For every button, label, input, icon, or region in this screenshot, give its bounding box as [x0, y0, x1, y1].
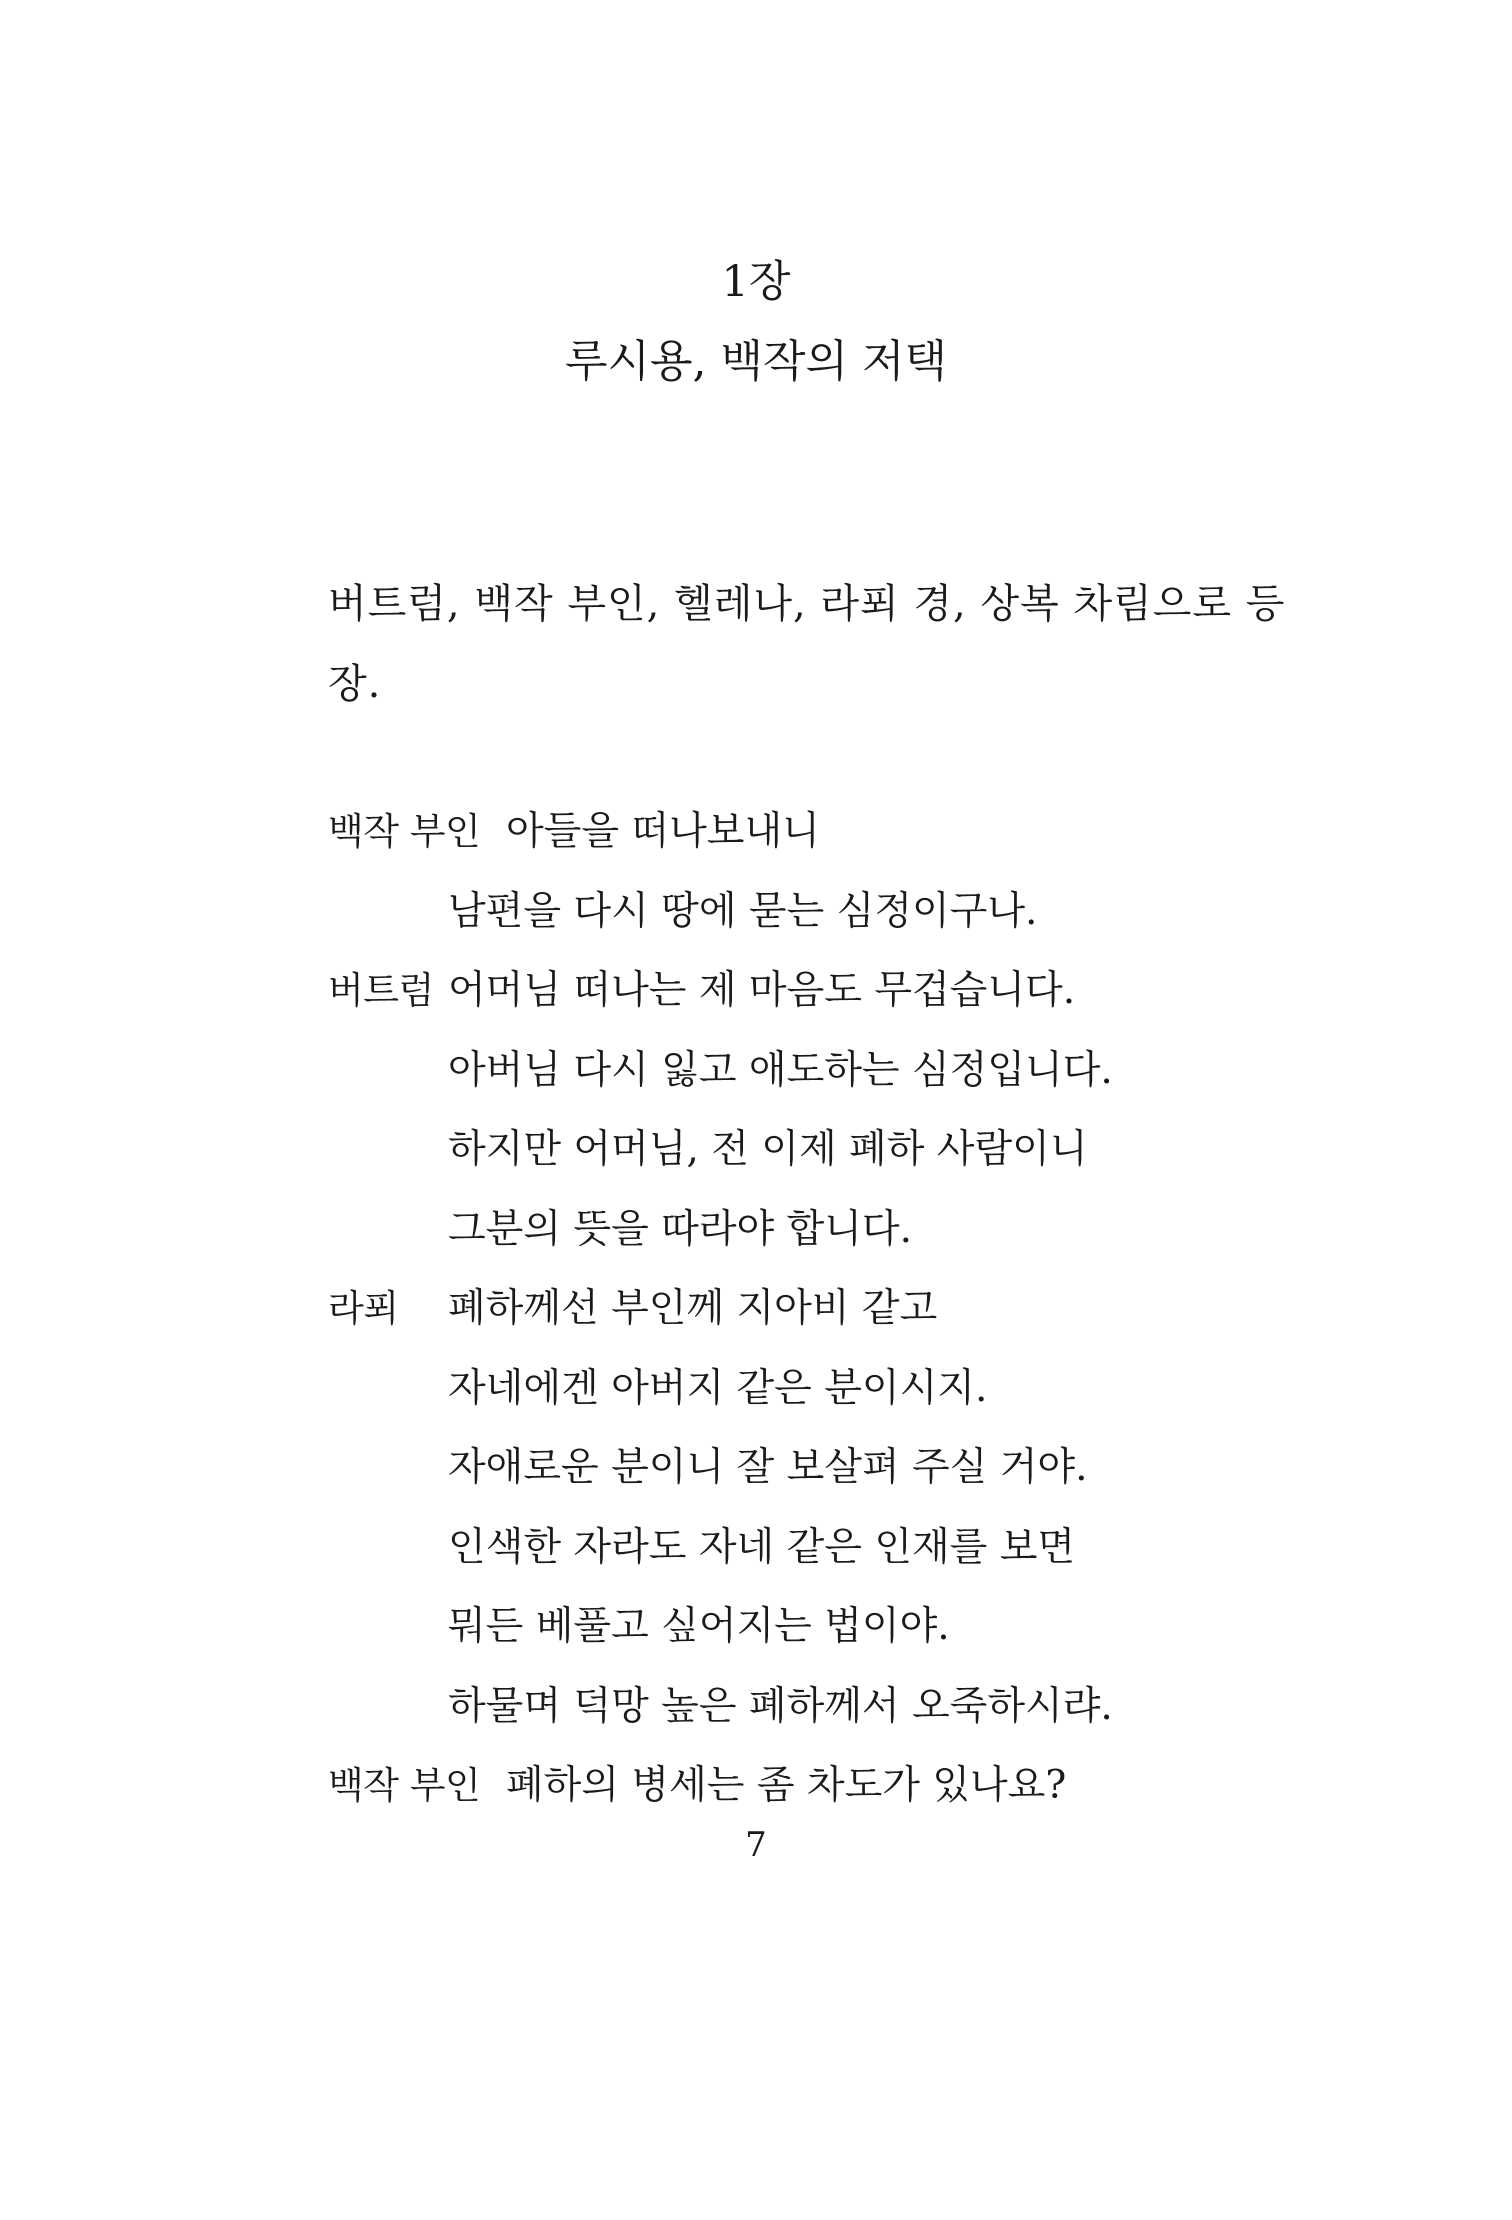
- speech-text: 남편을 다시 땅에 묻는 심정이구나.: [448, 888, 1038, 934]
- speaker-name: 백작 부인: [328, 1764, 481, 1807]
- speech-text: 어머님 떠나는 제 마음도 무겁습니다.: [448, 968, 1076, 1013]
- dialogue-line: [328, 872, 1328, 952]
- dialogue-line: [328, 792, 1328, 872]
- dialogue-line: [328, 1190, 1328, 1270]
- speech-text: 아버님 다시 잃고 애도하는 심정입니다.: [448, 1047, 1113, 1093]
- dialogue-line: [328, 1031, 1328, 1111]
- dialogue-line: [328, 1667, 1328, 1747]
- speaker-name: 버트럼: [328, 969, 434, 1012]
- dialogue-block: [328, 792, 1328, 1826]
- dialogue-line: [328, 1269, 1328, 1349]
- speech-text: 하물며 덕망 높은 폐하께서 오죽하시랴.: [448, 1683, 1113, 1729]
- chapter-title: 루시용, 백작의 저택: [565, 336, 947, 387]
- speaker-name: 라푀: [328, 1287, 399, 1330]
- dialogue-line: [328, 1746, 1328, 1826]
- dialogue-line: [328, 1508, 1328, 1588]
- speech-text: 하지만 어머님, 전 이제 폐하 사람이니: [448, 1127, 1088, 1172]
- chapter-number: 1장: [721, 257, 791, 307]
- speech-text: 폐하께선 부인께 지아비 같고: [448, 1286, 938, 1331]
- speech-text: 폐하의 병세는 좀 차도가 있나요?: [506, 1763, 1067, 1808]
- dialogue-line: [328, 1110, 1328, 1190]
- speech-text: 인색한 자라도 자네 같은 인재를 보면: [448, 1524, 1076, 1570]
- speech-text: 자네에겐 아버지 같은 분이시지.: [448, 1365, 988, 1411]
- speech-text: 뭐든 베풀고 싶어지는 법이야.: [448, 1604, 950, 1649]
- stage-direction-line: 장.: [328, 661, 382, 707]
- speech-text: 아들을 떠나보내니: [506, 809, 820, 854]
- stage-direction: [328, 564, 1286, 724]
- speech-text: 자애로운 분이니 잘 보살펴 주실 거야.: [448, 1445, 1088, 1490]
- dialogue-line: [328, 951, 1328, 1031]
- speaker-name: 백작 부인: [328, 810, 481, 853]
- dialogue-line: [328, 1428, 1328, 1508]
- dialogue-line: [328, 1587, 1328, 1667]
- stage-direction-line: 버트럼, 백작 부인, 헬레나, 라푀 경, 상복 차림으로 등: [328, 581, 1286, 627]
- dialogue-line: [328, 1349, 1328, 1429]
- speech-text: 그분의 뜻을 따라야 합니다.: [448, 1206, 913, 1252]
- page-number: 7: [745, 1825, 767, 1865]
